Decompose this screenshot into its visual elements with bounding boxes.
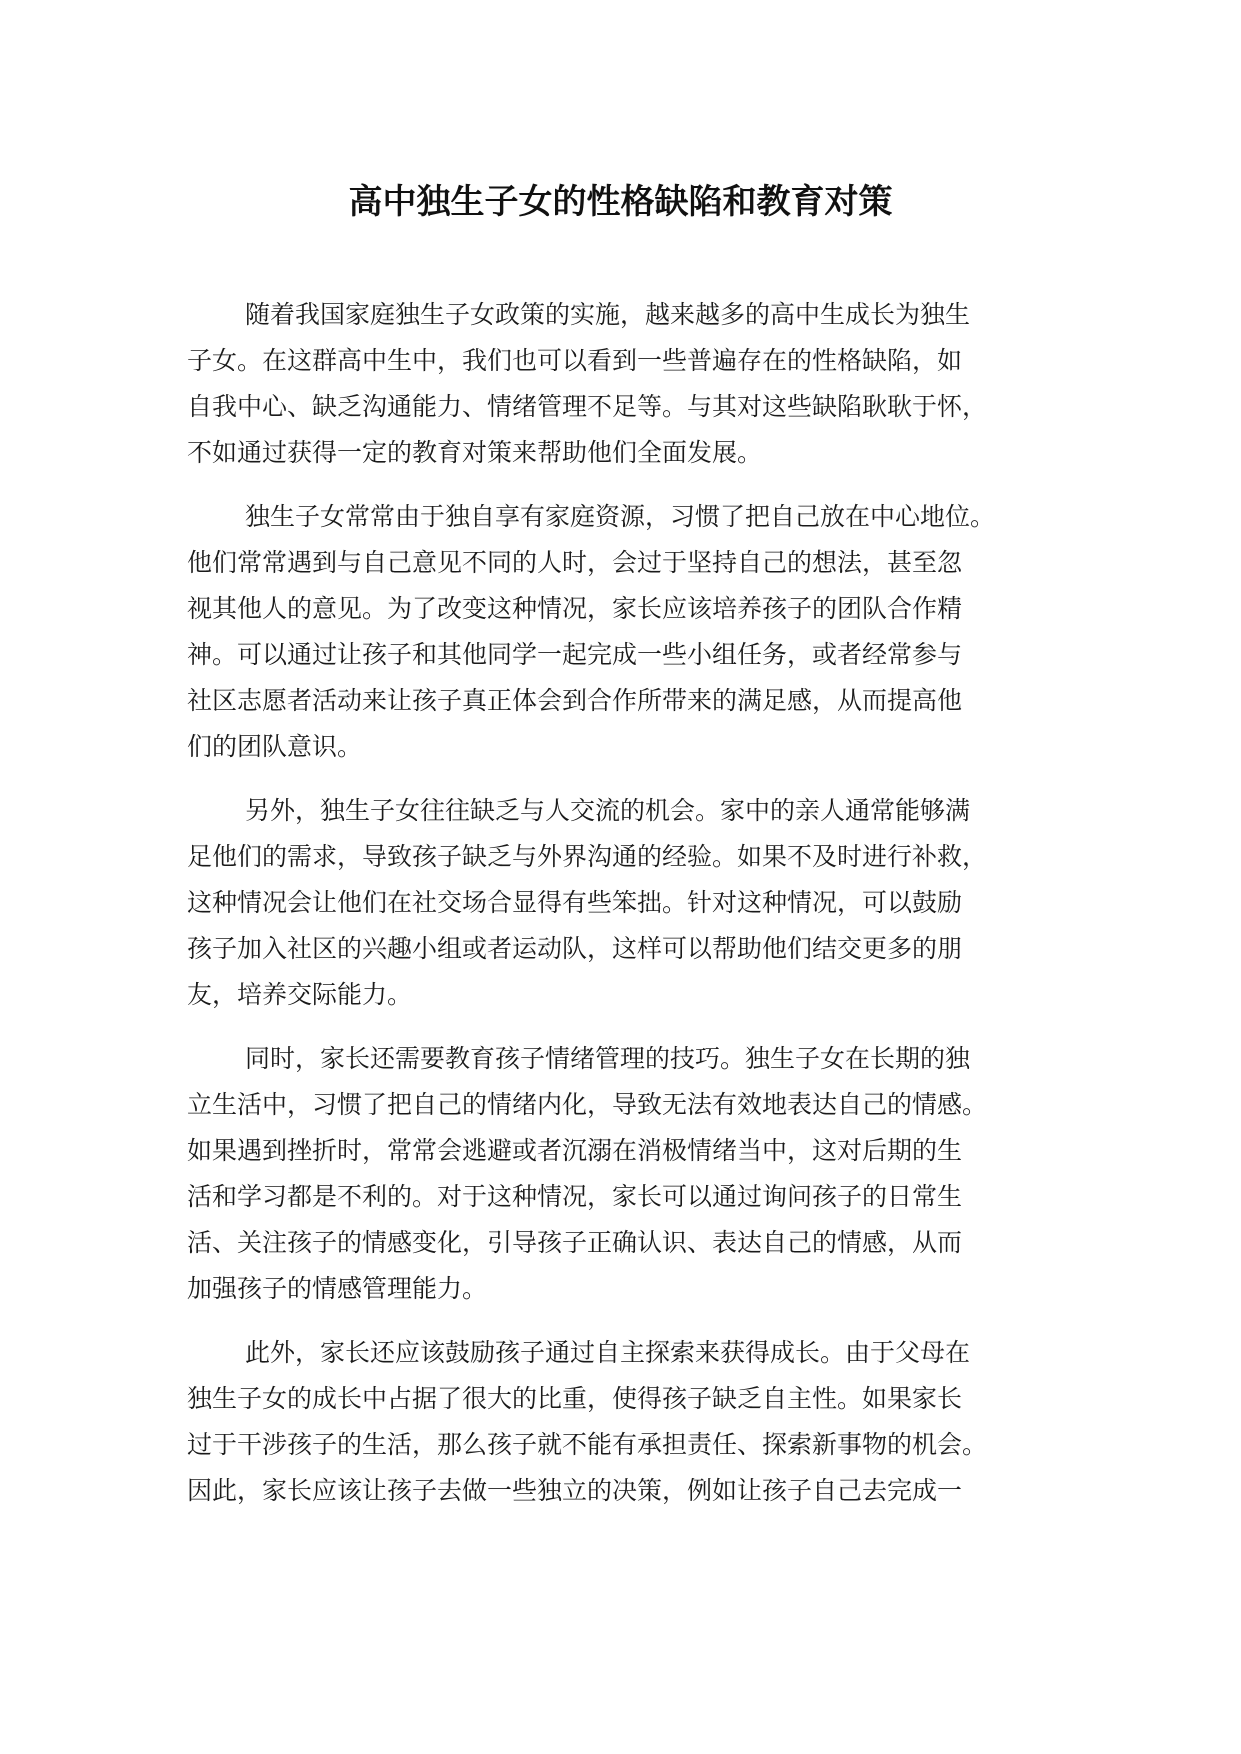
document-body <box>187 292 1087 1532</box>
document-title: 高中独生子女的性格缺陷和教育对策 <box>348 182 893 222</box>
paragraph-1 <box>187 292 1087 476</box>
paragraph-2 <box>187 494 1087 770</box>
text-line: 不如通过获得一定的教育对策来帮助他们全面发展。 <box>187 438 763 467</box>
paragraph-5 <box>187 1330 1087 1514</box>
text-line: 加强孩子的情感管理能力。 <box>187 1274 488 1303</box>
text-line: 因此，家长应该让孩子去做一些独立的决策，例如让孩子自己去完成一 <box>187 1476 963 1505</box>
text-line: 立生活中，习惯了把自己的情绪内化，导致无法有效地表达自己的情感。 <box>187 1090 988 1119</box>
text-line: 活、关注孩子的情感变化，引导孩子正确认识、表达自己的情感，从而 <box>187 1228 963 1257</box>
text-line: 们的团队意识。 <box>187 732 363 761</box>
text-line: 独生子女常常由于独自享有家庭资源，习惯了把自己放在中心地位。 <box>245 502 996 531</box>
text-line: 同时，家长还需要教育孩子情绪管理的技巧。独生子女在长期的独 <box>245 1044 971 1073</box>
text-line: 随着我国家庭独生子女政策的实施，越来越多的高中生成长为独生 <box>245 300 971 329</box>
text-line: 视其他人的意见。为了改变这种情况，家长应该培养孩子的团队合作精 <box>187 594 963 623</box>
text-line: 子女。在这群高中生中，我们也可以看到一些普遍存在的性格缺陷，如 <box>187 346 963 375</box>
text-line: 神。可以通过让孩子和其他同学一起完成一些小组任务，或者经常参与 <box>187 640 963 669</box>
text-line: 友，培养交际能力。 <box>187 980 413 1009</box>
text-line: 社区志愿者活动来让孩子真正体会到合作所带来的满足感，从而提高他 <box>187 686 963 715</box>
text-line: 此外，家长还应该鼓励孩子通过自主探索来获得成长。由于父母在 <box>245 1338 971 1367</box>
text-line: 独生子女的成长中占据了很大的比重，使得孩子缺乏自主性。如果家长 <box>187 1384 963 1413</box>
text-line: 活和学习都是不利的。对于这种情况，家长可以通过询问孩子的日常生 <box>187 1182 963 1211</box>
text-line: 他们常常遇到与自己意见不同的人时，会过于坚持自己的想法，甚至忽 <box>187 548 963 577</box>
paragraph-3 <box>187 788 1087 1018</box>
text-line: 孩子加入社区的兴趣小组或者运动队，这样可以帮助他们结交更多的朋 <box>187 934 963 963</box>
text-line: 另外，独生子女往往缺乏与人交流的机会。家中的亲人通常能够满 <box>245 796 971 825</box>
text-line: 足他们的需求，导致孩子缺乏与外界沟通的经验。如果不及时进行补救， <box>187 842 988 871</box>
text-line: 这种情况会让他们在社交场合显得有些笨拙。针对这种情况，可以鼓励 <box>187 888 963 917</box>
text-line: 自我中心、缺乏沟通能力、情绪管理不足等。与其对这些缺陷耿耿于怀， <box>187 392 988 421</box>
text-line: 过于干涉孩子的生活，那么孩子就不能有承担责任、探索新事物的机会。 <box>187 1430 988 1459</box>
text-line: 如果遇到挫折时，常常会逃避或者沉溺在消极情绪当中，这对后期的生 <box>187 1136 963 1165</box>
paragraph-4 <box>187 1036 1087 1312</box>
